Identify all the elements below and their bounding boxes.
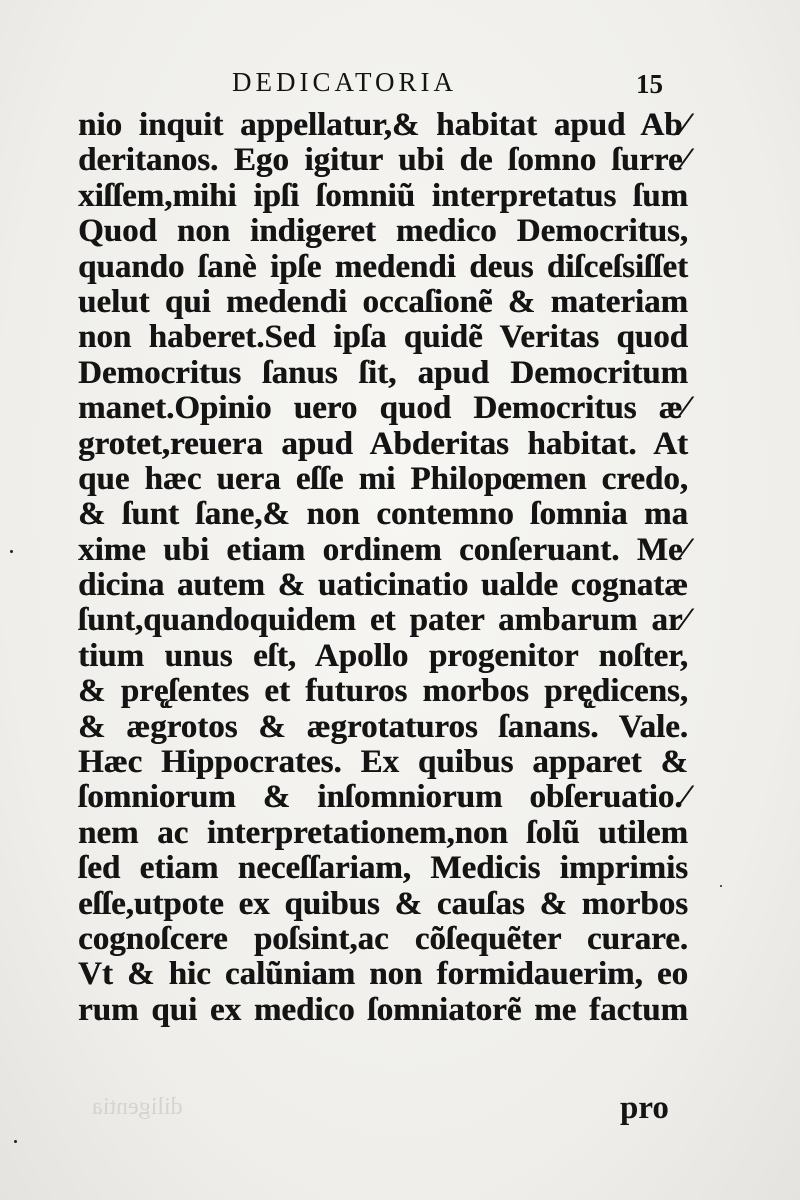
- text-line: tium unus eſt, Apollo progenitor noſter,: [78, 637, 688, 674]
- text-line: Hæc Hippocrates. Ex quibus apparet &: [78, 744, 688, 781]
- text-line: Quod non indigeret medico Democritus,: [78, 213, 688, 250]
- ink-speck: [720, 885, 722, 887]
- text-line: deritanos. Ego igitur ubi de ſomno ſurre⁄: [78, 142, 688, 179]
- text-line: Democritus ſanus ſit, apud Democritum: [78, 354, 688, 391]
- text-line: uelut qui medendi occaſionẽ & materiam: [78, 283, 688, 320]
- text-line: nem ac interpretationem,non ſolũ utilem: [78, 814, 688, 851]
- text-line: Vt & hic calũniam non formidauerim, eo: [78, 956, 688, 993]
- page-header: [0, 62, 800, 102]
- text-line: xime ubi etiam ordinem conſeruant. Me⁄: [78, 531, 688, 568]
- text-line: ſunt,quandoquidem et pater ambarum ar⁄: [78, 602, 688, 639]
- ink-speck: [14, 1140, 17, 1143]
- text-line: cognoſcere poſsint,ac cõſequẽter curare.: [78, 920, 688, 957]
- running-head: DEDICATORIA: [232, 67, 457, 97]
- text-line: manet.Opinio uero quod Democritus æ⁄: [78, 390, 688, 427]
- text-line: non haberet.Sed ipſa quidẽ Veritas quod: [78, 319, 688, 356]
- ink-speck: [10, 550, 13, 553]
- body-text: [78, 108, 688, 1028]
- text-line: rum qui ex medico ſomniatorẽ me factum: [78, 991, 688, 1028]
- text-line: quando ſanè ipſe medendi deus diſceſsiſſet: [78, 248, 688, 285]
- text-line: eſſe,utpote ex quibus & cauſas & morbos: [78, 885, 688, 922]
- text-line: ſomniorum & inſomniorum obſeruatio.⁄: [78, 779, 688, 816]
- text-line: & ſunt ſane,& non contemno ſomnia ma: [78, 496, 688, 533]
- text-line: que hæc uera eſſe mi Philopœmen credo,: [78, 460, 688, 497]
- text-line: ſed etiam neceſſariam, Medicis imprimis: [78, 850, 688, 887]
- bleed-through-text: diligentia: [92, 1094, 183, 1120]
- catchword: pro: [620, 1090, 669, 1126]
- text-line: & prę̨ſentes et futuros morbos prę̨dicens,: [78, 673, 688, 710]
- text-line: grotet,reuera apud Abderitas habitat. At: [78, 425, 688, 462]
- page-number: 15: [636, 69, 663, 99]
- text-line: xiſſem,mihi ipſi ſomniũ interpretatus ſum: [78, 177, 688, 214]
- text-line: nio inquit appellatur,& habitat apud Ab⁄: [78, 107, 688, 143]
- text-line: dicina autem & uaticinatio ualde cognatæ: [78, 567, 688, 604]
- text-line: & ægrotos & ægrotaturos ſanans. Vale.: [78, 708, 688, 745]
